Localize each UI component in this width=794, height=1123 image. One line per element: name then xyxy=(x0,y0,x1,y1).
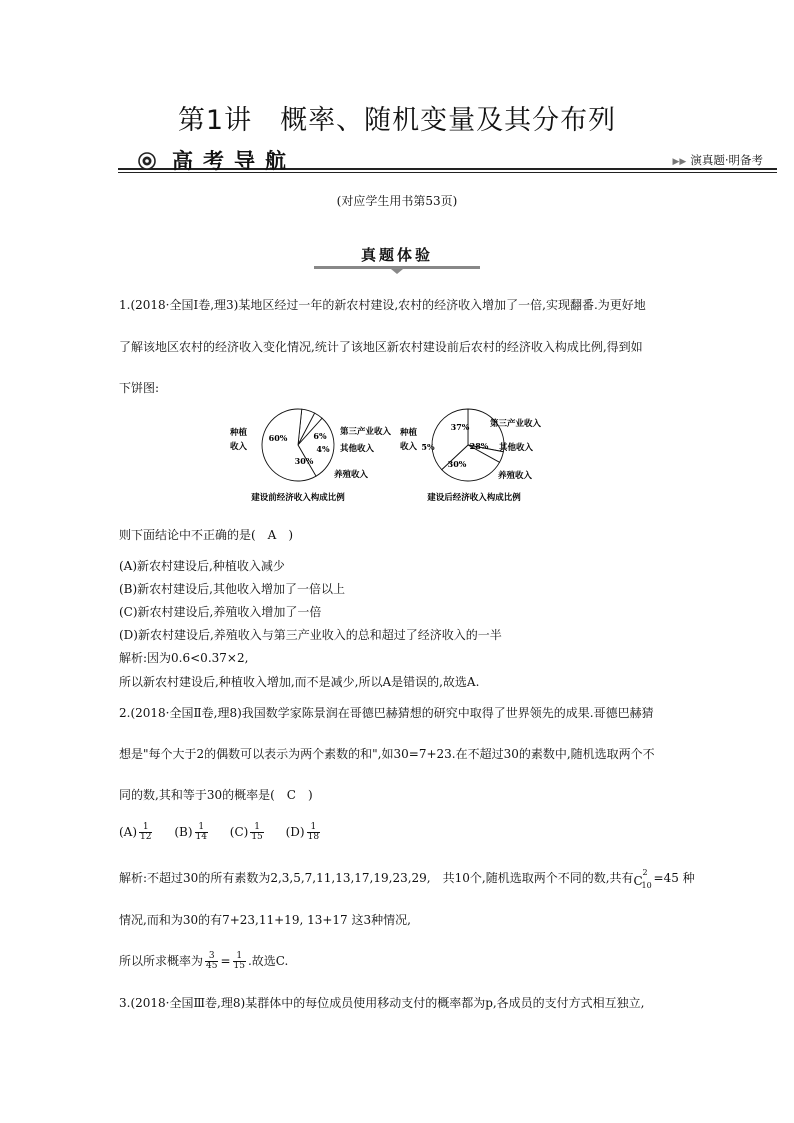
planting-label: 收入 xyxy=(400,442,418,452)
pie-value-label: 30% xyxy=(447,459,467,469)
q1-option-a: (A)新农村建设后,种植收入减少 xyxy=(119,559,285,573)
section-title: 真题体验 xyxy=(360,246,433,264)
pie-chart-title: 建设后经济收入构成比例 xyxy=(427,493,521,503)
breeding-label: 养殖收入 xyxy=(498,471,533,481)
banner-subtitle xyxy=(669,152,764,168)
q2-line-1: 2.(2018·全国Ⅱ卷,理8)我国数学家陈景润在哥德巴赫猜想的研究中取得了世界领先的成果.哥德巴赫猜 xyxy=(119,706,654,720)
q1-line-3: 下饼图: xyxy=(119,381,160,395)
q2-analysis-2: 情况,而和为30的有7+23,11+19, 13+17 这3种情况, xyxy=(119,913,411,927)
q1-line-1: 1.(2018·全国Ⅰ卷,理3)某地区经过一年的新农村建设,农村的经济收入增加了一倍,实现翻番.为更好地 xyxy=(119,298,646,312)
pie-value-label: 30% xyxy=(294,456,314,466)
q3-line-1: 3.(2018·全国Ⅲ卷,理8)某群体中的每位成员使用移动支付的概率都为p,各成员的支付方式相互独立, xyxy=(119,996,645,1010)
tertiary-label: 第三产业收入 xyxy=(490,419,542,429)
q1-analysis-1: 解析:因为0.6<0.37×2, xyxy=(119,651,249,665)
page-title: 第1讲 概率、随机变量及其分布列 xyxy=(177,105,617,136)
pie-value-label: 6% xyxy=(313,431,327,441)
pie-value-label: 37% xyxy=(450,422,470,432)
q2-line-2: 想是"每个大于2的偶数可以表示为两个素数的和",如30=7+23.在不超过30的素数中,随机选取两个不 xyxy=(119,747,655,761)
section-banner xyxy=(118,149,777,173)
q1-option-c: (C)新农村建设后,养殖收入增加了一倍 xyxy=(119,605,322,619)
q1-question: 则下面结论中不正确的是( A ) xyxy=(119,528,294,542)
pie-chart-title: 建设前经济收入构成比例 xyxy=(251,493,345,503)
pie-value-label: 28% xyxy=(469,441,489,451)
other-label: 其他收入 xyxy=(340,444,375,454)
planting-label: 种植 xyxy=(230,428,248,438)
pie-value-label: 60% xyxy=(268,433,288,443)
page-reference: (对应学生用书第53页) xyxy=(336,194,458,208)
section-pointer xyxy=(391,269,403,274)
q2-option-d: (D) $\frac{1}{18}$ xyxy=(285,822,320,842)
q2-option-b: (B) $\frac{1}{14}$ xyxy=(174,822,207,842)
q2-option-c: (C) $\frac{1}{15}$ xyxy=(229,822,263,842)
q1-option-d: (D)新农村建设后,养殖收入与第三产业收入的总和超过了经济收入的一半 xyxy=(119,628,502,642)
q2-line-3: 同的数,其和等于30的概率是( C ) xyxy=(119,788,313,802)
planting-label: 收入 xyxy=(230,442,248,452)
breeding-label: 养殖收入 xyxy=(334,470,369,480)
combination-expression: C 2 10 xyxy=(633,867,652,890)
pie-value-label: 4% xyxy=(316,444,330,454)
q1-option-b: (B)新农村建设后,其他收入增加了一倍以上 xyxy=(119,582,345,596)
q2-option-a: (A) $\frac{1}{12}$ xyxy=(119,822,152,842)
section-header xyxy=(314,244,480,265)
tertiary-label: 第三产业收入 xyxy=(340,427,392,437)
planting-label: 种植 xyxy=(400,428,418,438)
q2-analysis-1: 解析:不超过30的所有素数为2,3,5,7,11,13,17,19,23,29, 共10个,随机选取两个不同的数,共有 C 2 10 =45 种 xyxy=(119,867,695,890)
q1-line-2: 了解该地区农村的经济收入变化情况,统计了该地区新农村建设前后农村的经济收入构成比例,得到如 xyxy=(119,340,643,354)
q2-analysis-3: 所以所求概率为 $\frac{3}{45}$ = $\frac{1}{15}$ .故选C. xyxy=(119,951,289,971)
banner-title: 高考导航 xyxy=(172,149,296,173)
q2-options xyxy=(119,823,679,842)
other-label: 其他收入 xyxy=(499,443,534,453)
q1-analysis-2: 所以新农村建设后,种植收入增加,而不是减少,所以A是错误的,故选A. xyxy=(119,675,480,689)
target-icon xyxy=(138,152,156,170)
double-arrow-icon: ▶▶ xyxy=(672,157,687,167)
pie-value-label: 5% xyxy=(421,442,435,452)
banner-subtitle-text: 演真题·明备考 xyxy=(690,153,763,167)
pie-charts-figure xyxy=(230,405,570,507)
